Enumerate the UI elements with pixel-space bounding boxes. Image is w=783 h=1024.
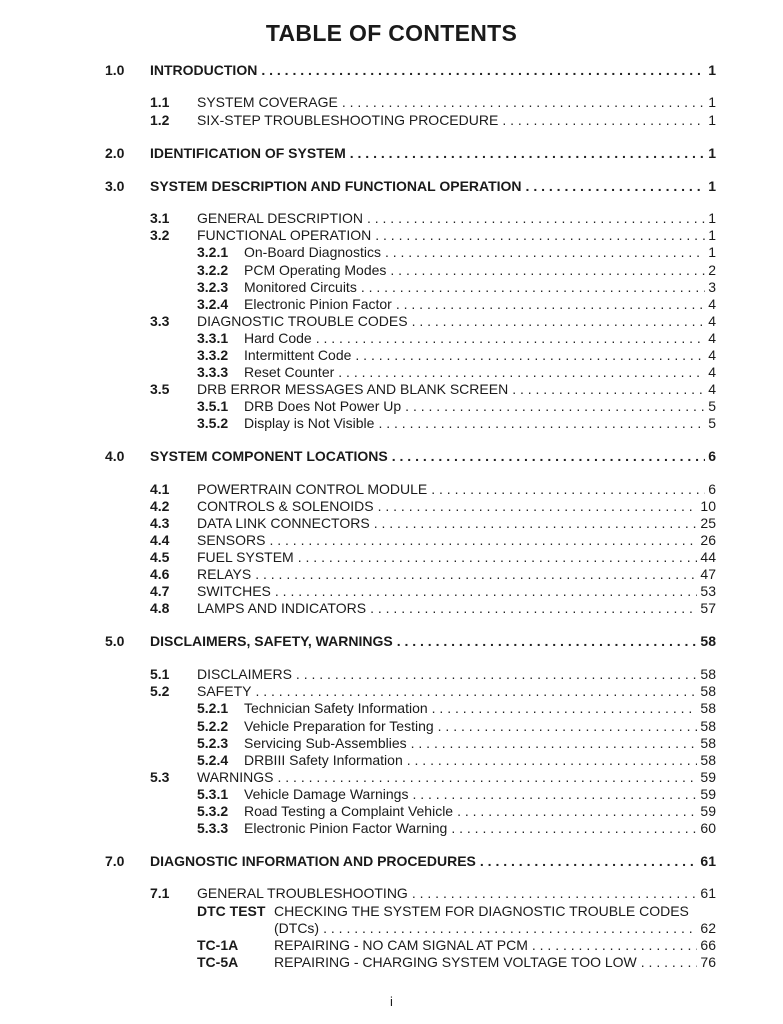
toc-page-number: 1	[708, 227, 716, 243]
toc-entry-number: 3.2.4	[197, 296, 229, 312]
toc-entry-line	[274, 954, 716, 971]
dot-leader	[298, 549, 698, 566]
toc-page-number: 58	[700, 752, 716, 768]
toc-page-number: 58	[700, 633, 716, 649]
toc-entry-number: 4.4	[150, 532, 170, 548]
toc-entry-number: 7.1	[150, 885, 170, 901]
toc-entry-title: DIAGNOSTIC INFORMATION AND PROCEDURES	[150, 853, 476, 869]
toc-page-number: 47	[700, 566, 716, 582]
toc-entry-row	[0, 532, 783, 549]
toc-entry-number: 3.3.2	[197, 347, 229, 363]
toc-entry-title: DISCLAIMERS	[197, 666, 292, 682]
toc-entry-line	[197, 600, 716, 617]
toc-entry-row	[0, 786, 783, 803]
toc-entry-number: 3.5.2	[197, 415, 229, 431]
toc-entry-number: 4.0	[105, 448, 125, 464]
toc-entry-line	[197, 566, 716, 583]
dot-leader	[397, 633, 698, 650]
toc-page-number: 62	[700, 920, 716, 936]
toc-entry-title: Display is Not Visible	[244, 415, 375, 431]
toc-entry-number: 7.0	[105, 853, 125, 869]
toc-entry-line	[197, 549, 716, 566]
toc-entry-line	[244, 700, 716, 717]
toc-entry-number: TC-1A	[197, 937, 239, 953]
toc-section-row	[0, 448, 783, 465]
toc-entry-row	[0, 94, 783, 111]
toc-entry-title: SAFETY	[197, 683, 252, 699]
dot-leader	[350, 145, 705, 162]
toc-entry-number: 4.7	[150, 583, 170, 599]
toc-entry-line	[197, 666, 716, 683]
dot-leader	[375, 227, 705, 244]
toc-section-row	[0, 853, 783, 870]
toc-entry-line	[197, 210, 716, 227]
toc-entry-number: 4.5	[150, 549, 170, 565]
toc-entry-line	[197, 381, 716, 398]
toc-page-number: 61	[700, 853, 716, 869]
toc-entry-row	[0, 752, 783, 769]
dot-leader	[275, 583, 698, 600]
toc-page-number: 59	[700, 803, 716, 819]
dot-leader	[323, 920, 697, 937]
dot-leader	[526, 178, 706, 195]
toc-entry-row	[0, 903, 783, 920]
toc-entry-number: 5.3	[150, 769, 170, 785]
dot-leader	[261, 62, 705, 79]
toc-entry-title: GENERAL TROUBLESHOOTING	[197, 885, 408, 901]
toc-entry-line	[274, 903, 716, 920]
toc-entry-line	[197, 498, 716, 515]
toc-page-number: 6	[708, 448, 716, 464]
toc-entry-line	[150, 62, 716, 79]
toc-page-number: 61	[700, 885, 716, 901]
dot-leader	[378, 415, 705, 432]
toc-page-number: 1	[708, 244, 716, 260]
toc-page-number: 53	[700, 583, 716, 599]
toc-entry-row	[0, 313, 783, 330]
toc-entry-title: SWITCHES	[197, 583, 271, 599]
toc-entry-line	[244, 752, 716, 769]
dot-leader	[385, 244, 705, 261]
toc-entry-row	[0, 347, 783, 364]
toc-entry-row	[0, 954, 783, 971]
toc-entry-number: 4.2	[150, 498, 170, 514]
toc-entry-line	[274, 937, 716, 954]
toc-entry-title: (DTCs)	[274, 920, 320, 936]
toc-section-row	[0, 145, 783, 162]
toc-page-number: 4	[708, 364, 716, 380]
dot-leader	[378, 498, 698, 515]
toc-page-number: 4	[708, 381, 716, 397]
toc-page-number: 59	[700, 786, 716, 802]
toc-page-number: 58	[700, 735, 716, 751]
toc-entry-row	[0, 227, 783, 244]
toc-entry-line	[150, 853, 716, 870]
dot-leader	[641, 954, 698, 971]
toc-entry-number: 3.3	[150, 313, 170, 329]
toc-entry-title: CONTROLS & SOLENOIDS	[197, 498, 374, 514]
toc-entry-number: 3.2.1	[197, 244, 229, 260]
toc-entry-number: 5.2.2	[197, 718, 229, 734]
toc-entry-row	[0, 279, 783, 296]
toc-page-number: 1	[708, 210, 716, 226]
toc-entry-title: SIX-STEP TROUBLESHOOTING PROCEDURE	[197, 112, 499, 128]
toc-entry-number: 4.8	[150, 600, 170, 616]
toc-page-number: 59	[700, 769, 716, 785]
toc-entry-line	[197, 885, 716, 902]
toc-entry-title: PCM Operating Modes	[244, 262, 387, 278]
toc-page-number: 5	[708, 398, 716, 414]
toc-entry-title: SENSORS	[197, 532, 266, 548]
toc-entry-title: Servicing Sub-Assemblies	[244, 735, 407, 751]
toc-entry-line	[244, 398, 716, 415]
toc-entry-number: 1.2	[150, 112, 170, 128]
toc-entry-number: 3.3.3	[197, 364, 229, 380]
toc-page-number: 4	[708, 313, 716, 329]
toc-entry-title: Electronic Pinion Factor Warning	[244, 820, 448, 836]
toc-entry-number: 3.3.1	[197, 330, 229, 346]
toc-entry-number: 3.2.2	[197, 262, 229, 278]
toc-entry-line	[244, 347, 716, 364]
toc-entry-row	[0, 920, 783, 937]
toc-entry-number: 1.0	[105, 62, 125, 78]
dot-leader	[512, 381, 705, 398]
toc-entry-title: Road Testing a Complaint Vehicle	[244, 803, 454, 819]
toc-entry-number: 3.2	[150, 227, 170, 243]
toc-entry-number: 4.1	[150, 481, 170, 497]
dot-leader	[361, 279, 705, 296]
dot-leader	[255, 566, 697, 583]
dot-leader	[342, 94, 705, 111]
toc-page-number: 1	[708, 62, 716, 78]
toc-entry-row	[0, 937, 783, 954]
toc-entry-number: 3.1	[150, 210, 170, 226]
dot-leader	[269, 532, 697, 549]
dot-leader	[457, 803, 697, 820]
toc-entry-title: Monitored Circuits	[244, 279, 357, 295]
toc-entry-row	[0, 803, 783, 820]
dot-leader	[277, 769, 697, 786]
toc-entry-row	[0, 296, 783, 313]
toc-entry-number: 4.3	[150, 515, 170, 531]
toc-entry-line	[197, 94, 716, 111]
toc-entry-title: SYSTEM COMPONENT LOCATIONS	[150, 448, 388, 464]
toc-entry-title: REPAIRING - NO CAM SIGNAL AT PCM	[274, 937, 528, 953]
toc-page-number: 76	[700, 954, 716, 970]
toc-entry-number: DTC TEST	[197, 903, 266, 919]
toc-entry-line	[150, 448, 716, 465]
dot-leader	[411, 735, 698, 752]
toc-entry-number: 5.2.4	[197, 752, 229, 768]
dot-leader	[451, 820, 697, 837]
toc-entry-line	[197, 683, 716, 700]
toc-entry-title: FUNCTIONAL OPERATION	[197, 227, 372, 243]
dot-leader	[355, 347, 705, 364]
toc-entry-line	[244, 786, 716, 803]
toc-entry-line	[244, 262, 716, 279]
toc-entry-number: 5.3.1	[197, 786, 229, 802]
toc-entry-title: RELAYS	[197, 566, 252, 582]
toc-page-number: 44	[700, 549, 716, 565]
toc-entry-number: 3.5	[150, 381, 170, 397]
dot-leader	[532, 937, 698, 954]
toc-entry-row	[0, 566, 783, 583]
toc-page-number: 5	[708, 415, 716, 431]
toc-entry-title: DRB Does Not Power Up	[244, 398, 402, 414]
toc-page-number: 25	[700, 515, 716, 531]
toc-entry-line	[244, 735, 716, 752]
dot-leader	[412, 313, 706, 330]
toc-entry-row	[0, 885, 783, 902]
dot-leader	[316, 330, 706, 347]
toc-entry-row	[0, 718, 783, 735]
toc-entry-title: FUEL SYSTEM	[197, 549, 294, 565]
toc-entry-line	[244, 364, 716, 381]
toc-page-number: 3	[708, 279, 716, 295]
dot-leader	[412, 885, 698, 902]
toc-entry-row	[0, 735, 783, 752]
toc-entry-title: Reset Counter	[244, 364, 335, 380]
dot-leader	[407, 752, 698, 769]
toc-entry-number: 5.2.1	[197, 700, 229, 716]
toc-entry-row	[0, 820, 783, 837]
toc-page-number: 60	[700, 820, 716, 836]
toc-entry-title: REPAIRING - CHARGING SYSTEM VOLTAGE TOO LOW	[274, 954, 637, 970]
toc-entry-row	[0, 210, 783, 227]
toc-entry-title: Vehicle Preparation for Testing	[244, 718, 434, 734]
toc-entry-number: 1.1	[150, 94, 170, 110]
toc-entry-title: On-Board Diagnostics	[244, 244, 381, 260]
toc-page-number: 4	[708, 330, 716, 346]
page-title: TABLE OF CONTENTS	[265, 20, 518, 46]
toc-page-number: 58	[700, 718, 716, 734]
toc-entry-row	[0, 330, 783, 347]
toc-entry-row	[0, 398, 783, 415]
toc-entry-line	[150, 633, 716, 650]
toc-entry-number: 5.0	[105, 633, 125, 649]
toc-entry-title: CHECKING THE SYSTEM FOR DIAGNOSTIC TROUBLE CODES	[274, 903, 689, 919]
dot-leader	[392, 448, 705, 465]
toc-entry-number: 5.2.3	[197, 735, 229, 751]
toc-entry-line	[150, 145, 716, 162]
toc-entry-number: 5.2	[150, 683, 170, 699]
toc-entry-row	[0, 244, 783, 261]
dot-leader	[374, 515, 698, 532]
toc-page-number: 26	[700, 532, 716, 548]
toc-entry-row	[0, 112, 783, 129]
toc-section-row	[0, 633, 783, 650]
toc-entry-line	[244, 330, 716, 347]
toc-page-number: 58	[700, 683, 716, 699]
toc-entry-title: POWERTRAIN CONTROL MODULE	[197, 481, 428, 497]
toc-entry-title: DATA LINK CONNECTORS	[197, 515, 370, 531]
toc-entry-title: Electronic Pinion Factor	[244, 296, 392, 312]
toc-entry-row	[0, 515, 783, 532]
toc-entry-title: GENERAL DESCRIPTION	[197, 210, 363, 226]
toc-entry-line	[150, 178, 716, 195]
page-number-footer: i	[390, 994, 393, 1009]
toc-entry-line	[244, 820, 716, 837]
toc-entry-row	[0, 683, 783, 700]
dot-leader	[370, 600, 697, 617]
toc-entry-row	[0, 364, 783, 381]
toc-page-number: 1	[708, 145, 716, 161]
toc-page-number: 1	[708, 112, 716, 128]
toc-entry-title: DRB ERROR MESSAGES AND BLANK SCREEN	[197, 381, 509, 397]
dot-leader	[255, 683, 697, 700]
toc-section-row	[0, 178, 783, 195]
toc-entry-title: SYSTEM DESCRIPTION AND FUNCTIONAL OPERATION	[150, 178, 522, 194]
toc-entry-line	[197, 532, 716, 549]
toc-entry-row	[0, 769, 783, 786]
toc-entry-number: 5.3.2	[197, 803, 229, 819]
dot-leader	[432, 700, 698, 717]
dot-leader	[338, 364, 705, 381]
toc-entry-row	[0, 600, 783, 617]
toc-page-number: 10	[700, 498, 716, 514]
dot-leader	[367, 210, 705, 227]
toc-entry-line	[244, 718, 716, 735]
toc-entry-line	[197, 583, 716, 600]
toc-entry-number: 2.0	[105, 145, 125, 161]
toc-entry-line	[197, 313, 716, 330]
toc-entry-title: INTRODUCTION	[150, 62, 258, 78]
toc-entry-title: LAMPS AND INDICATORS	[197, 600, 367, 616]
toc-entry-title: Vehicle Damage Warnings	[244, 786, 409, 802]
toc-entry-line	[197, 515, 716, 532]
toc-entry-row	[0, 498, 783, 515]
toc-entry-line	[197, 227, 716, 244]
toc-page-number: 58	[700, 666, 716, 682]
toc-entry-row	[0, 583, 783, 600]
toc-entry-number: 3.0	[105, 178, 125, 194]
toc-entry-number: 5.1	[150, 666, 170, 682]
toc-page-number: 1	[708, 94, 716, 110]
dot-leader	[405, 398, 705, 415]
toc-entry-title: WARNINGS	[197, 769, 274, 785]
toc-entry-line	[244, 296, 716, 313]
toc-entry-line	[197, 481, 716, 498]
toc-page-number: 4	[708, 347, 716, 363]
toc-page-number: 66	[700, 937, 716, 953]
toc-page-number: 58	[700, 700, 716, 716]
toc-entry-row	[0, 415, 783, 432]
toc-entry-number: 3.2.3	[197, 279, 229, 295]
dot-leader	[412, 786, 697, 803]
dot-leader	[502, 112, 705, 129]
dot-leader	[390, 262, 705, 279]
toc-entry-title: IDENTIFICATION OF SYSTEM	[150, 145, 346, 161]
toc-page-number: 6	[708, 481, 716, 497]
dot-leader	[396, 296, 705, 313]
toc-entry-number: 4.6	[150, 566, 170, 582]
toc-entry-line	[244, 244, 716, 261]
toc-entry-row	[0, 666, 783, 683]
toc-entry-title: Intermittent Code	[244, 347, 352, 363]
toc-entry-title: DIAGNOSTIC TROUBLE CODES	[197, 313, 408, 329]
toc-entry-number: 5.3.3	[197, 820, 229, 836]
toc-entry-row	[0, 549, 783, 566]
toc-entry-title: DRBIII Safety Information	[244, 752, 403, 768]
toc-entry-title: DISCLAIMERS, SAFETY, WARNINGS	[150, 633, 393, 649]
toc-entry-title: Technician Safety Information	[244, 700, 428, 716]
toc-entry-line	[274, 920, 716, 937]
toc-entry-row	[0, 381, 783, 398]
toc-page-number: 2	[708, 262, 716, 278]
toc-entry-line	[197, 769, 716, 786]
toc-entry-title: Hard Code	[244, 330, 312, 346]
toc-entry-line	[197, 112, 716, 129]
toc-entry-line	[244, 279, 716, 296]
dot-leader	[438, 718, 698, 735]
toc-section-row	[0, 62, 783, 79]
toc-page-number: 57	[700, 600, 716, 616]
dot-leader	[296, 666, 698, 683]
dot-leader	[480, 853, 698, 870]
toc-entry-row	[0, 262, 783, 279]
toc-page-number: 1	[708, 178, 716, 194]
toc-entry-title: SYSTEM COVERAGE	[197, 94, 338, 110]
toc-page-number: 4	[708, 296, 716, 312]
toc-entry-line	[244, 803, 716, 820]
toc-entry-line	[244, 415, 716, 432]
dot-leader	[431, 481, 705, 498]
toc-entry-number: 3.5.1	[197, 398, 229, 414]
toc-entry-row	[0, 481, 783, 498]
toc-entry-row	[0, 700, 783, 717]
toc-entry-number: TC-5A	[197, 954, 239, 970]
